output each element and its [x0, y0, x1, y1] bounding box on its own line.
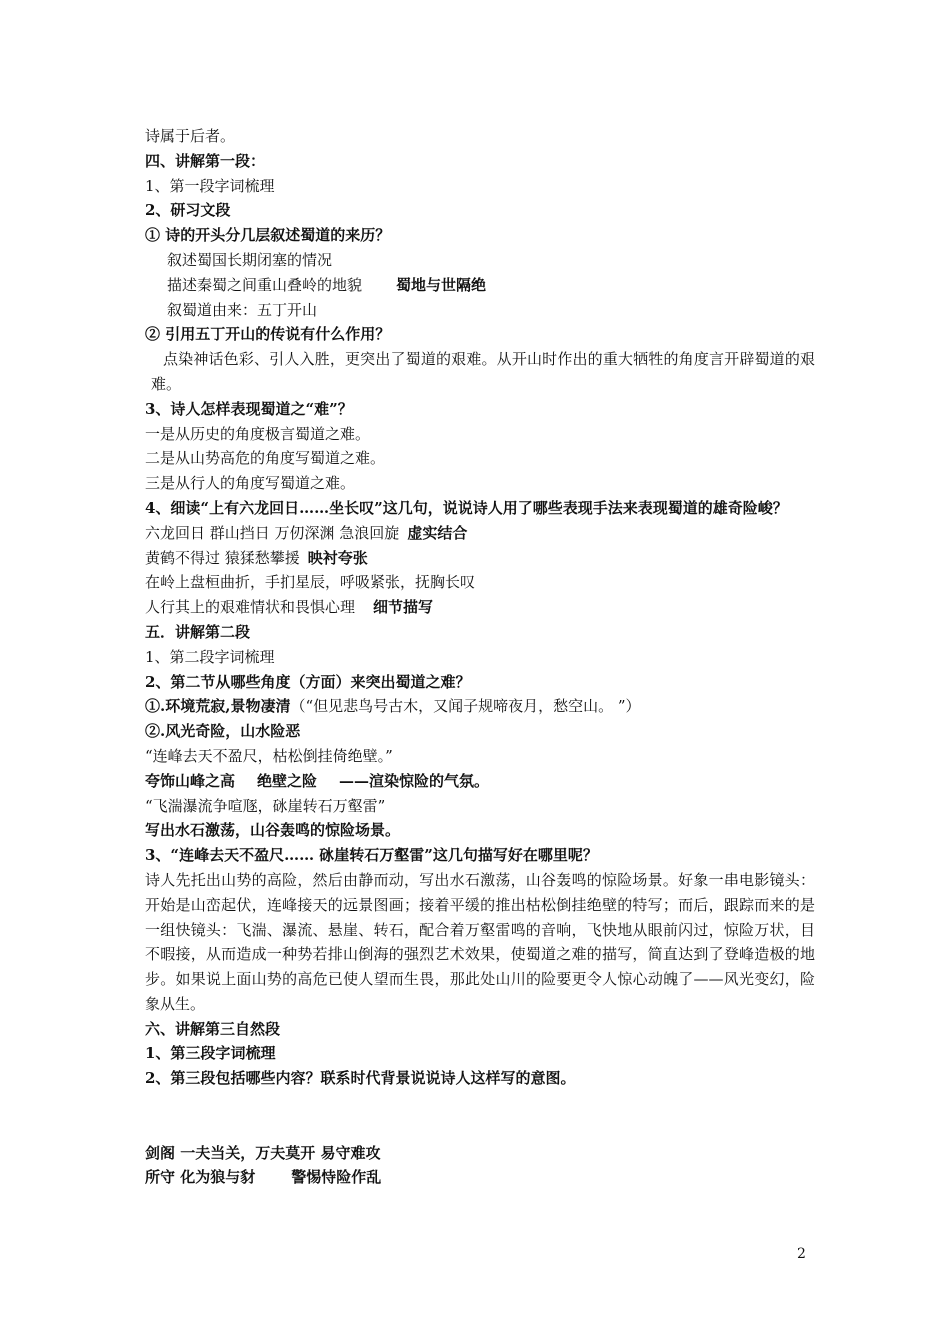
blank-space — [145, 1091, 815, 1141]
text-line: 1、第一段字词梳理 — [145, 176, 275, 195]
page-number: 2 — [797, 1246, 806, 1262]
text-span: 绝壁之险 — [257, 771, 318, 790]
text-span: 夸饰山峰之高 — [145, 771, 236, 790]
bold-summary: 细节描写 — [373, 598, 434, 617]
bold-point: 剑阁 一夫当关，万夫莫开 易守难攻 — [145, 1143, 381, 1162]
text-line: 在岭上盘桓曲折，手扪星辰，呼吸紧张，抚胸长叹 — [145, 573, 476, 592]
section-heading: 五．讲解第二段 — [145, 622, 251, 641]
bold-summary: 虚实结合 — [407, 523, 468, 542]
bold-point: 写出水石激荡，山谷轰鸣的惊险场景。 — [145, 821, 401, 840]
text-line: 二是从山势高危的角度写蜀道之难。 — [145, 449, 386, 468]
text-span: 所守 化为狼与豺 — [145, 1168, 256, 1187]
section-heading: 六、讲解第三自然段 — [145, 1019, 281, 1038]
question: ② 引用五丁开山的传说有什么作用？ — [145, 325, 391, 344]
subheading: 3、诗人怎样表现蜀道之“难”？ — [145, 399, 353, 418]
text-line — [145, 595, 815, 620]
subheading: 3、“连峰去天不盈尺…… 砯崖转石万壑雷”这几句描写好在哪里呢？ — [145, 846, 598, 865]
bold-summary: 映衬夸张 — [307, 548, 368, 567]
text-line — [145, 694, 815, 719]
question: ① 诗的开头分几层叙述蜀道的来历？ — [145, 226, 391, 245]
document-body — [145, 124, 815, 1190]
text-span: 人行其上的艰难情状和畏惧心理 — [145, 598, 356, 617]
bold-summary: 蜀地与世隔绝 — [396, 275, 487, 294]
text-line: 诗属于后者。 — [145, 127, 236, 145]
text-line — [145, 521, 815, 546]
subheading: 2、第二节从哪些角度（方面）来突出蜀道之难？ — [145, 672, 471, 691]
text-line: 1、第二段字词梳理 — [145, 647, 275, 666]
text-span: ——渲染惊险的气氛。 — [339, 771, 490, 790]
bold-point — [145, 769, 815, 794]
bold-point — [145, 1165, 815, 1190]
section-heading: 四、讲解第一段： — [145, 151, 266, 170]
subheading: 2、研习文段 — [145, 201, 231, 220]
text-span: 描述秦蜀之间重山叠岭的地貌 — [167, 275, 363, 294]
text-span: （“但见悲鸟号古木，又闻子规啼夜月，愁空山。 ”） — [290, 697, 641, 716]
paragraph: 点染神话色彩、引人入胜，更突出了蜀道的艰难。从开山时作出的重大牺牲的角度言开辟蜀道的艰难。 — [151, 350, 815, 393]
paragraph: 诗人先托出山势的高险，然后由静而动，写出水石激荡，山谷轰鸣的惊险场景。好象一串电影镜头：开始是山峦起伏，连峰接天的远景图画；接着平缓的推出枯松倒挂绝壁的特写；而后，跟踪而来的是一组快镜头：飞湍、瀑流、悬崖、转石，配合着万壑雷鸣的音响，飞快地从眼前闪过，惊险万状，目不暇接，从而造成一种势若排山倒海的强烈艺术效果，使蜀道之难的描写，简直达到了登峰造极的地步。如果说上面山势的高危已使人望而生畏，那此处山川的险要更令人惊心动魄了——风光变幻，险象从生。 — [145, 870, 815, 1013]
subheading: 1、第三段字词梳理 — [145, 1044, 276, 1063]
text-line: 叙述蜀国长期闭塞的情况 — [167, 250, 333, 269]
text-span: 黄鹤不得过 猿猱愁攀援 — [145, 548, 300, 567]
text-line — [145, 273, 815, 298]
bold-point: ②.风光奇险，山水险恶 — [145, 722, 301, 741]
bold-point: ①.环境荒寂,景物凄清 — [145, 697, 291, 716]
text-line: 叙蜀道由来：五丁开山 — [167, 300, 318, 319]
text-line: 一是从历史的角度极言蜀道之难。 — [145, 424, 371, 443]
text-line — [145, 546, 815, 571]
text-span: 六龙回日 群山挡日 万仞深渊 急浪回旋 — [145, 523, 400, 542]
quote-line: “飞湍瀑流争喧豗，砯崖转石万壑雷” — [145, 796, 386, 815]
text-span: 警惕恃险作乱 — [291, 1168, 382, 1187]
text-line: 三是从行人的角度写蜀道之难。 — [145, 474, 356, 493]
question: 4、细读“上有六龙回日……坐长叹”这几句，说说诗人用了哪些表现手法来表现蜀道的雄奇险峻？ — [145, 498, 788, 517]
quote-line: “连峰去天不盈尺，枯松倒挂倚绝壁。” — [145, 746, 393, 765]
subheading: 2、第三段包括哪些内容？联系时代背景说说诗人这样写的意图。 — [145, 1069, 576, 1088]
